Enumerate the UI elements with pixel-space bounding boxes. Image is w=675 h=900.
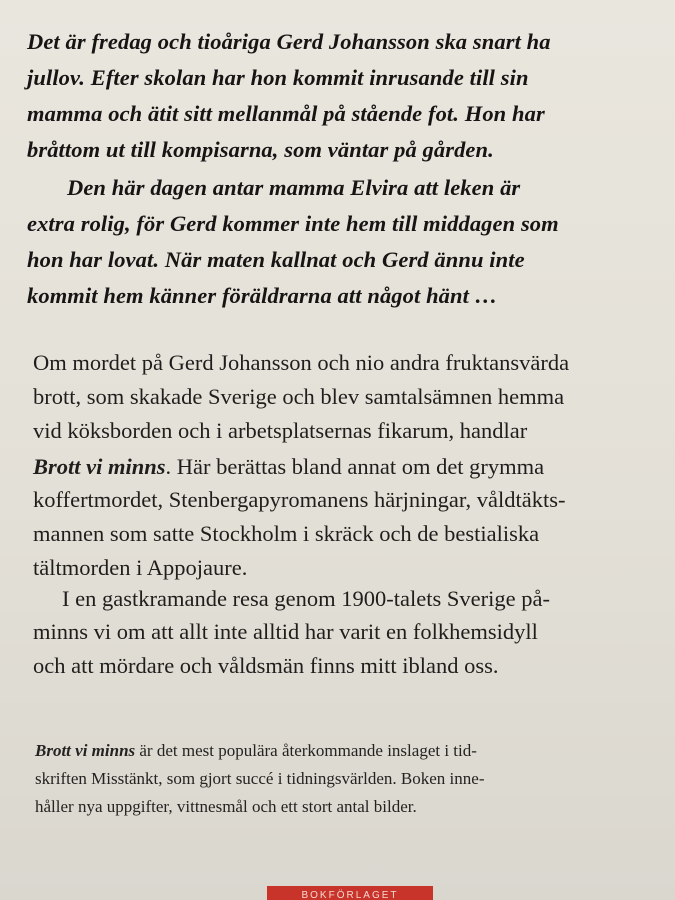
body-line: minns vi om att allt inte alltid har varit en folkhemsidyll [33,619,538,644]
intro-line: extra rolig, för Gerd kommer inte hem till middagen som [27,211,559,236]
body-line-rest: . Här berättas bland annat om det grymma [165,454,545,479]
body-line: och att mördare och våldsmän finns mitt ibland oss. [33,653,499,678]
footer-book-title: Brott vi minns [35,741,136,760]
body-line: brott, som skakade Sverige och blev samtalsämnen hemma [33,384,565,409]
intro-line: hon har lovat. När maten kallnat och Gerd ännu inte [27,247,525,272]
body-line-with-title [33,454,544,480]
publisher-logo-strip [267,886,433,900]
footer-line: skriften Misstänkt, som gjort succé i tidningsvärlden. Boken inne- [35,769,485,788]
intro-line: Den här dagen antar mamma Elvira att leken är [67,175,521,200]
body-line: mannen som satte Stockholm i skräck och de bestialiska [33,521,540,546]
footer-line-with-title [35,741,477,761]
publisher-label: BOKFÖRLAGET [301,890,399,900]
body-line: tältmorden i Appojaure. [33,555,248,580]
intro-line: Det är fredag och tioåriga Gerd Johansson ska snart ha [27,29,551,54]
footer-line: håller nya uppgifter, vittnesmål och ett stort antal bilder. [35,797,417,816]
intro-line: kommit hem känner föräldrarna att något hänt … [27,283,498,308]
intro-line: jullov. Efter skolan har hon kommit inrusande till sin [27,65,529,90]
footer-line-rest: är det mest populära återkommande inslaget i tid- [135,741,477,760]
body-line: Om mordet på Gerd Johansson och nio andra fruktansvärda [33,350,570,375]
body-line: I en gastkramande resa genom 1900-talets Sverige på- [62,586,550,611]
body-line: koffertmordet, Stenbergapyromanens härjningar, våldtäkts- [33,487,566,512]
book-title: Brott vi minns [33,454,166,479]
body-line: vid köksborden och i arbetsplatsernas fikarum, handlar [33,418,528,443]
intro-line: mamma och ätit sitt mellanmål på stående fot. Hon har [27,101,545,126]
intro-line: bråttom ut till kompisarna, som väntar på gården. [27,137,494,162]
